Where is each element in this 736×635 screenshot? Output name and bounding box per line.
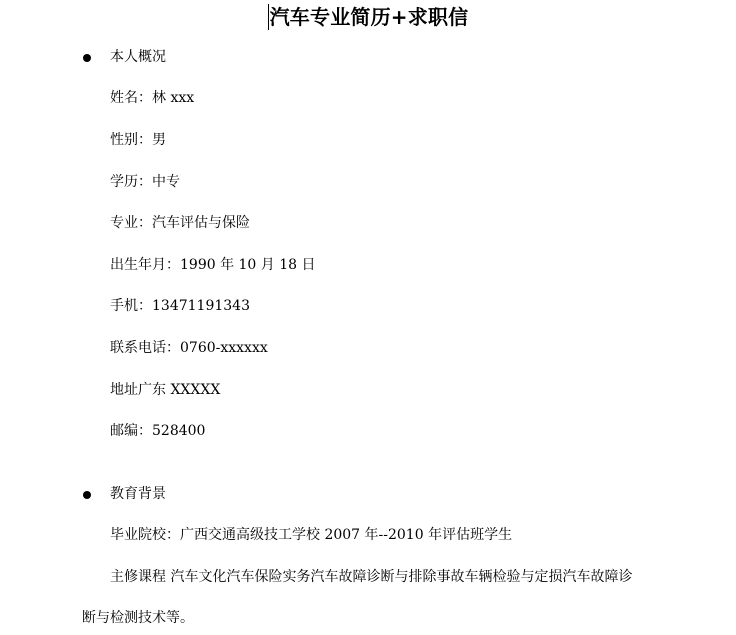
profile-line-birthdate: 出生年月：1990 年 10 月 18 日 xyxy=(110,257,316,273)
education-line-school: 毕业院校：广西交通高级技工学校 2007 年--2010 年评估班学生 xyxy=(110,527,513,543)
profile-line-postcode: 邮编：528400 xyxy=(110,423,206,439)
profile-line-major: 专业：汽车评估与保险 xyxy=(110,215,250,231)
profile-line-gender: 性别：男 xyxy=(110,132,166,148)
section-heading-text: 教育背景 xyxy=(110,486,166,502)
section-heading-profile xyxy=(0,47,736,67)
document-title xyxy=(0,3,736,31)
document-title-text: 汽车专业简历+求职信 xyxy=(269,5,469,29)
education-line-courses-cont: 断与检测技术等。 xyxy=(82,610,194,626)
bullet-icon xyxy=(83,491,91,499)
profile-line-mobile: 手机：13471191343 xyxy=(110,298,250,314)
education-line-courses: 主修课程 汽车文化汽车保险实务汽车故障诊断与排除事故车辆检验与定损汽车故障诊 xyxy=(110,569,633,585)
section-heading-text: 本人概况 xyxy=(110,49,166,65)
bullet-icon xyxy=(83,54,91,62)
text-cursor xyxy=(268,4,269,30)
profile-line-phone: 联系电话：0760-xxxxxx xyxy=(110,340,268,356)
section-heading-education xyxy=(0,484,736,504)
profile-line-education: 学历：中专 xyxy=(110,174,180,190)
profile-line-address: 地址广东 XXXXX xyxy=(110,382,221,398)
profile-line-name: 姓名：林 xxx xyxy=(110,90,195,106)
